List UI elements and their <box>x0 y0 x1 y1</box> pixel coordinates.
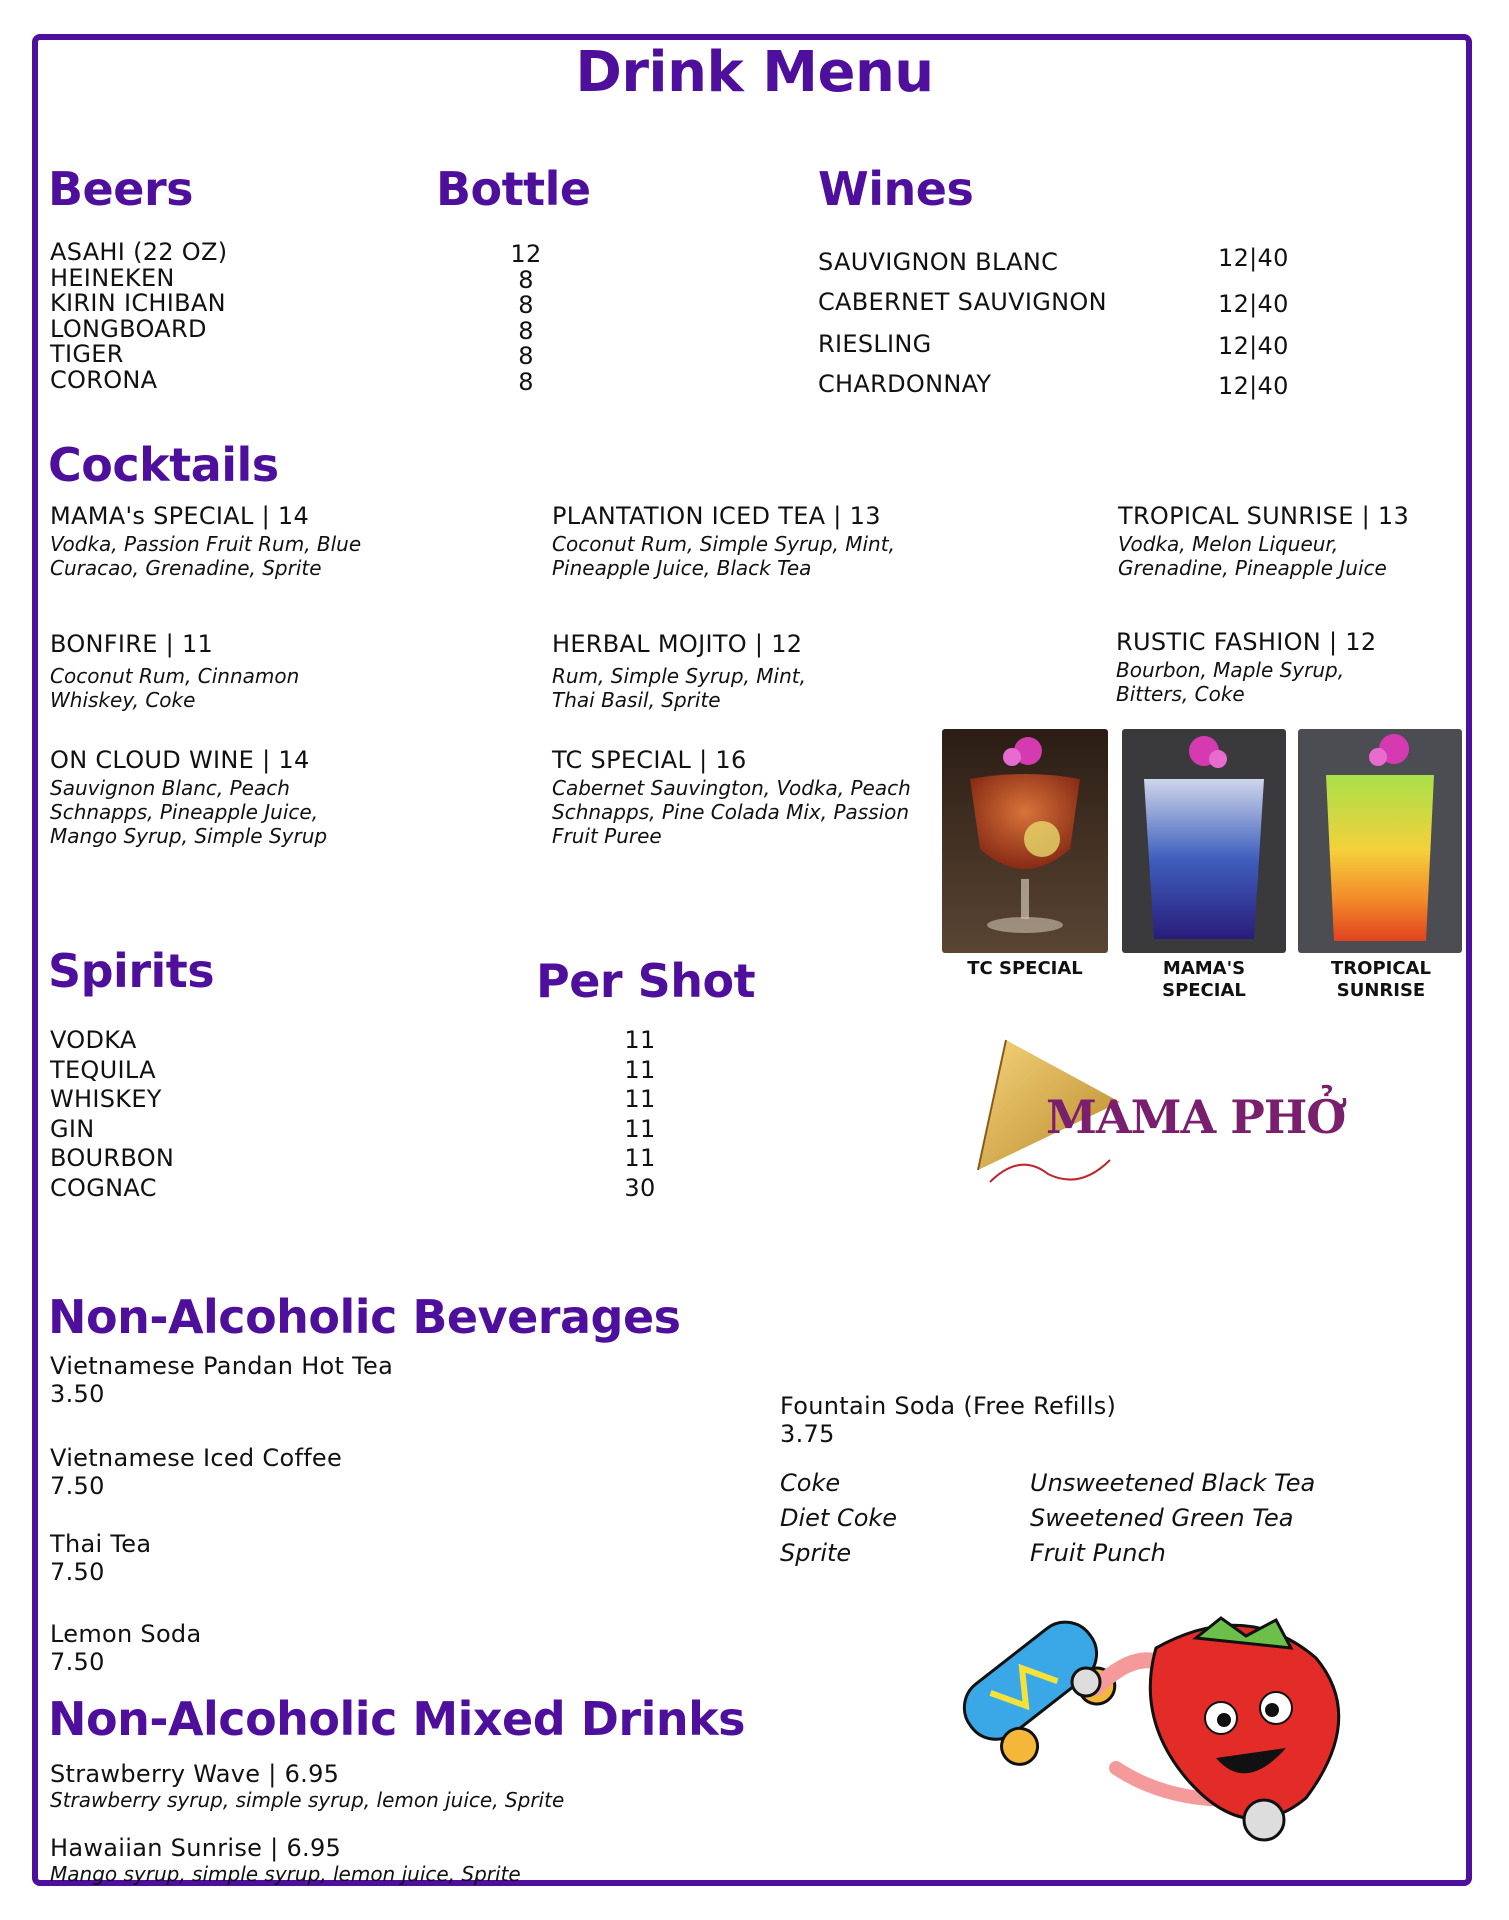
wine-price: 12|40 <box>1218 290 1289 318</box>
tropical-sunrise-photo <box>1298 729 1462 953</box>
cocktail-item <box>552 630 972 712</box>
cocktails-heading: Cocktails <box>48 438 279 492</box>
cocktail-desc: Rum, Simple Syrup, Mint, Thai Basil, Sprite <box>552 664 806 712</box>
beer-price: 8 <box>518 316 534 345</box>
cocktail-item <box>1116 628 1456 706</box>
beer-name: HEINEKEN <box>50 263 175 292</box>
spirit-prices <box>610 1026 670 1203</box>
beverage-item <box>50 1444 342 1500</box>
cocktail-title: RUSTIC FASHION | 12 <box>1116 628 1377 656</box>
cocktail-title: ON CLOUD WINE | 14 <box>50 746 310 774</box>
fountain-price: 3.75 <box>780 1420 835 1448</box>
spirit-price: 11 <box>624 1085 656 1113</box>
beverage-item <box>50 1620 201 1676</box>
cocktail-desc: Vodka, Melon Liqueur, Grenadine, Pineapple Juice <box>1118 532 1387 580</box>
spirit-price: 30 <box>624 1173 656 1202</box>
beer-list <box>50 240 227 393</box>
beverage-price: 7.50 <box>50 1648 105 1676</box>
wine-name: RIESLING <box>818 330 932 358</box>
cocktail-title: BONFIRE | 11 <box>50 630 214 658</box>
cocktail-item <box>552 746 952 848</box>
strawberry-mascot-illustration <box>946 1608 1366 1858</box>
wine-price: 12|40 <box>1218 332 1289 360</box>
wine-price: 12|40 <box>1218 244 1289 272</box>
bottle-heading: Bottle <box>436 162 591 216</box>
flavor: Diet Coke <box>780 1504 898 1532</box>
cocktail-item <box>50 502 380 580</box>
beer-price: 8 <box>518 291 534 319</box>
spirit-name: VODKA <box>50 1026 137 1054</box>
beverage-name: Vietnamese Iced Coffee <box>50 1444 343 1472</box>
spirit-name: TEQUILA <box>50 1055 156 1084</box>
beer-name: LONGBOARD <box>50 314 207 343</box>
cocktail-item <box>50 746 390 848</box>
per-shot-heading: Per Shot <box>536 954 756 1008</box>
beverage-name: Vietnamese Pandan Hot Tea <box>50 1352 394 1380</box>
wine-name: SAUVIGNON BLANC <box>818 248 1059 276</box>
spirit-name: WHISKEY <box>50 1085 162 1113</box>
cocktail-desc: Vodka, Passion Fruit Rum, Blue Curacao, Grenadine, Sprite <box>50 532 362 580</box>
spirit-list <box>50 1026 174 1203</box>
cocktail-title: MAMA's SPECIAL | 14 <box>50 502 310 530</box>
tc-special-photo <box>942 729 1108 953</box>
spirit-name: BOURBON <box>50 1144 175 1172</box>
wines-heading: Wines <box>818 162 974 216</box>
mixed-title: Strawberry Wave | 6.95 <box>50 1760 340 1788</box>
beverage-item <box>50 1530 151 1586</box>
cocktail-title: TROPICAL SUNRISE | 13 <box>1118 502 1410 530</box>
cocktail-title: HERBAL MOJITO | 12 <box>552 630 803 658</box>
flavor: Unsweetened Black Tea <box>1030 1469 1316 1497</box>
mixed-drinks-heading: Non-Alcoholic Mixed Drinks <box>48 1692 746 1746</box>
beverage-name: Lemon Soda <box>50 1620 202 1648</box>
beer-price: 12 <box>510 240 542 268</box>
cocktail-desc: Coconut Rum, Simple Syrup, Mint, Pineapple Juice, Black Tea <box>552 532 895 580</box>
mixed-desc: Mango syrup, simple syrup, lemon juice, Sprite <box>50 1862 521 1886</box>
flavor: Fruit Punch <box>1030 1539 1166 1567</box>
spirit-price: 11 <box>624 1114 656 1143</box>
wine-name: CABERNET SAUVIGNON <box>818 288 1107 316</box>
spirits-heading: Spirits <box>48 944 215 998</box>
flavor: Sprite <box>780 1539 852 1567</box>
cocktail-desc: Coconut Rum, Cinnamon Whiskey, Coke <box>50 664 300 712</box>
beverage-price: 7.50 <box>50 1472 105 1500</box>
beer-price: 8 <box>518 342 534 370</box>
cocktail-desc: Sauvignon Blanc, Peach Schnapps, Pineapple Juice, Mango Syrup, Simple Syrup <box>50 776 328 848</box>
beers-heading: Beers <box>48 162 194 216</box>
photo-caption: TROPICAL SUNRISE <box>1331 958 1431 1001</box>
spirit-name: COGNAC <box>50 1173 157 1202</box>
fountain-name: Fountain Soda (Free Refills) <box>780 1392 1117 1420</box>
beer-prices <box>496 242 556 395</box>
spirit-name: GIN <box>50 1114 95 1143</box>
flavor: Coke <box>780 1469 841 1497</box>
beer-name: KIRIN ICHIBAN <box>50 289 226 317</box>
cocktail-title: PLANTATION ICED TEA | 13 <box>552 502 881 530</box>
spirit-price: 11 <box>624 1055 656 1084</box>
page-title: Drink Menu <box>575 40 934 105</box>
mama-pho-logo <box>970 1032 1346 1202</box>
beer-name: TIGER <box>50 340 124 368</box>
beer-name: ASAHI (22 OZ) <box>50 238 228 266</box>
beer-price: 8 <box>518 265 534 294</box>
beverage-item <box>50 1352 393 1408</box>
cocktail-item <box>1118 502 1458 580</box>
wine-price: 12|40 <box>1218 372 1289 400</box>
beverage-price: 7.50 <box>50 1558 105 1586</box>
beverage-name: Thai Tea <box>50 1530 152 1558</box>
photo-caption: TC SPECIAL <box>967 958 1083 979</box>
beverage-price: 3.50 <box>50 1380 105 1408</box>
fountain-flavors-left <box>780 1466 897 1571</box>
cocktail-desc: Cabernet Sauvington, Vodka, Peach Schnapps, Pine Colada Mix, Passion Fruit Puree <box>552 776 911 848</box>
mixed-item <box>50 1760 564 1812</box>
wine-name: CHARDONNAY <box>818 370 992 398</box>
fountain-soda <box>780 1392 1116 1448</box>
spirit-price: 11 <box>624 1144 656 1172</box>
cocktail-item <box>552 502 972 580</box>
mamas-special-photo <box>1122 729 1286 953</box>
cocktail-title: TC SPECIAL | 16 <box>552 746 747 774</box>
beer-name: CORONA <box>50 365 158 394</box>
beer-price: 8 <box>518 367 534 396</box>
non-alcoholic-heading: Non-Alcoholic Beverages <box>48 1290 681 1344</box>
fountain-flavors-right <box>1030 1466 1315 1571</box>
flavor: Sweetened Green Tea <box>1030 1504 1294 1532</box>
mixed-title: Hawaiian Sunrise | 6.95 <box>50 1834 342 1862</box>
cocktail-item <box>50 630 380 712</box>
mixed-desc: Strawberry syrup, simple syrup, lemon juice, Sprite <box>50 1788 565 1812</box>
cocktail-desc: Bourbon, Maple Syrup, Bitters, Coke <box>1116 658 1345 706</box>
mixed-item <box>50 1834 521 1886</box>
logo-text: MAMA PHỞ <box>1046 1090 1346 1144</box>
photo-caption: MAMA'S SPECIAL <box>1162 958 1246 1001</box>
spirit-price: 11 <box>624 1026 656 1054</box>
